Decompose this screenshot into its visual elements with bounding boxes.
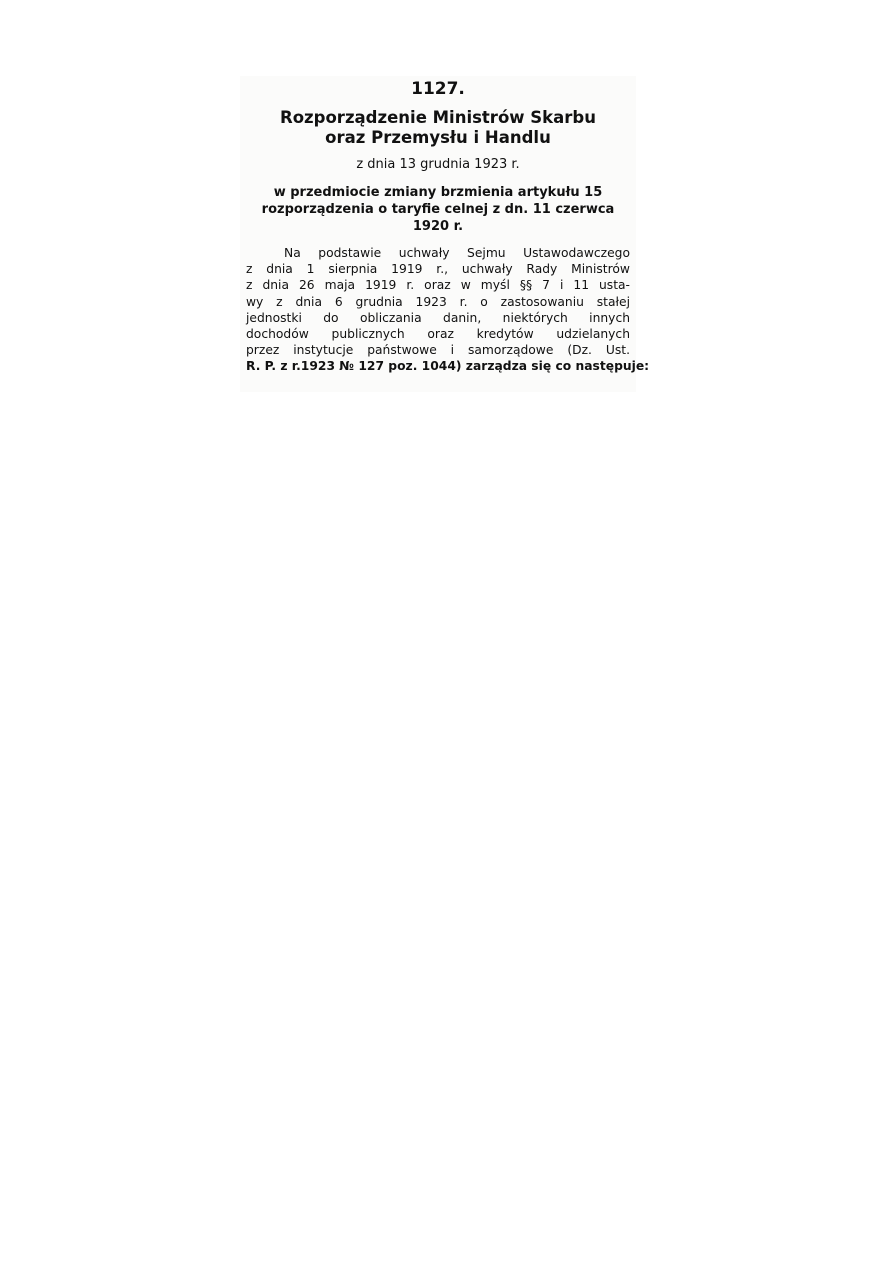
subject-line: w przedmiocie zmiany brzmienia artykułu 15 <box>273 185 603 200</box>
document-title <box>246 108 630 148</box>
title-line: oraz Przemysłu i Handlu <box>325 128 551 147</box>
subject-line: rozporządzenia o taryfie celnej z dn. 11 czerwca <box>261 202 615 217</box>
body-line: R. P. z r.1923 № 127 poz. 1044) zarządza się co następuje: <box>246 359 650 374</box>
document-number: 1127. <box>411 79 465 99</box>
document-subject <box>246 184 630 235</box>
body-line: jednostki do obliczania danin, niektórych innych <box>246 310 630 325</box>
document-date: z dnia 13 grudnia 1923 r. <box>356 157 520 172</box>
document-column <box>246 78 650 375</box>
body-line: wy z dnia 6 grudnia 1923 r. o zastosowaniu stałej <box>246 294 630 309</box>
title-line: Rozporządzenie Ministrów Skarbu <box>280 108 596 127</box>
body-line: z dnia 1 sierpnia 1919 r., uchwały Rady Ministrów <box>246 262 630 277</box>
document-body <box>246 245 650 375</box>
body-line: Na podstawie uchwały Sejmu Ustawodawczego <box>284 246 630 260</box>
body-line: dochodów publicznych oraz kredytów udzielanych <box>246 327 630 342</box>
body-line: z dnia 26 maja 1919 r. oraz w myśl §§ 7 i 11 usta- <box>246 278 630 293</box>
body-line: przez instytucje państwowe i samorządowe (Dz. Ust. <box>246 343 630 358</box>
subject-line: 1920 r. <box>412 219 464 234</box>
